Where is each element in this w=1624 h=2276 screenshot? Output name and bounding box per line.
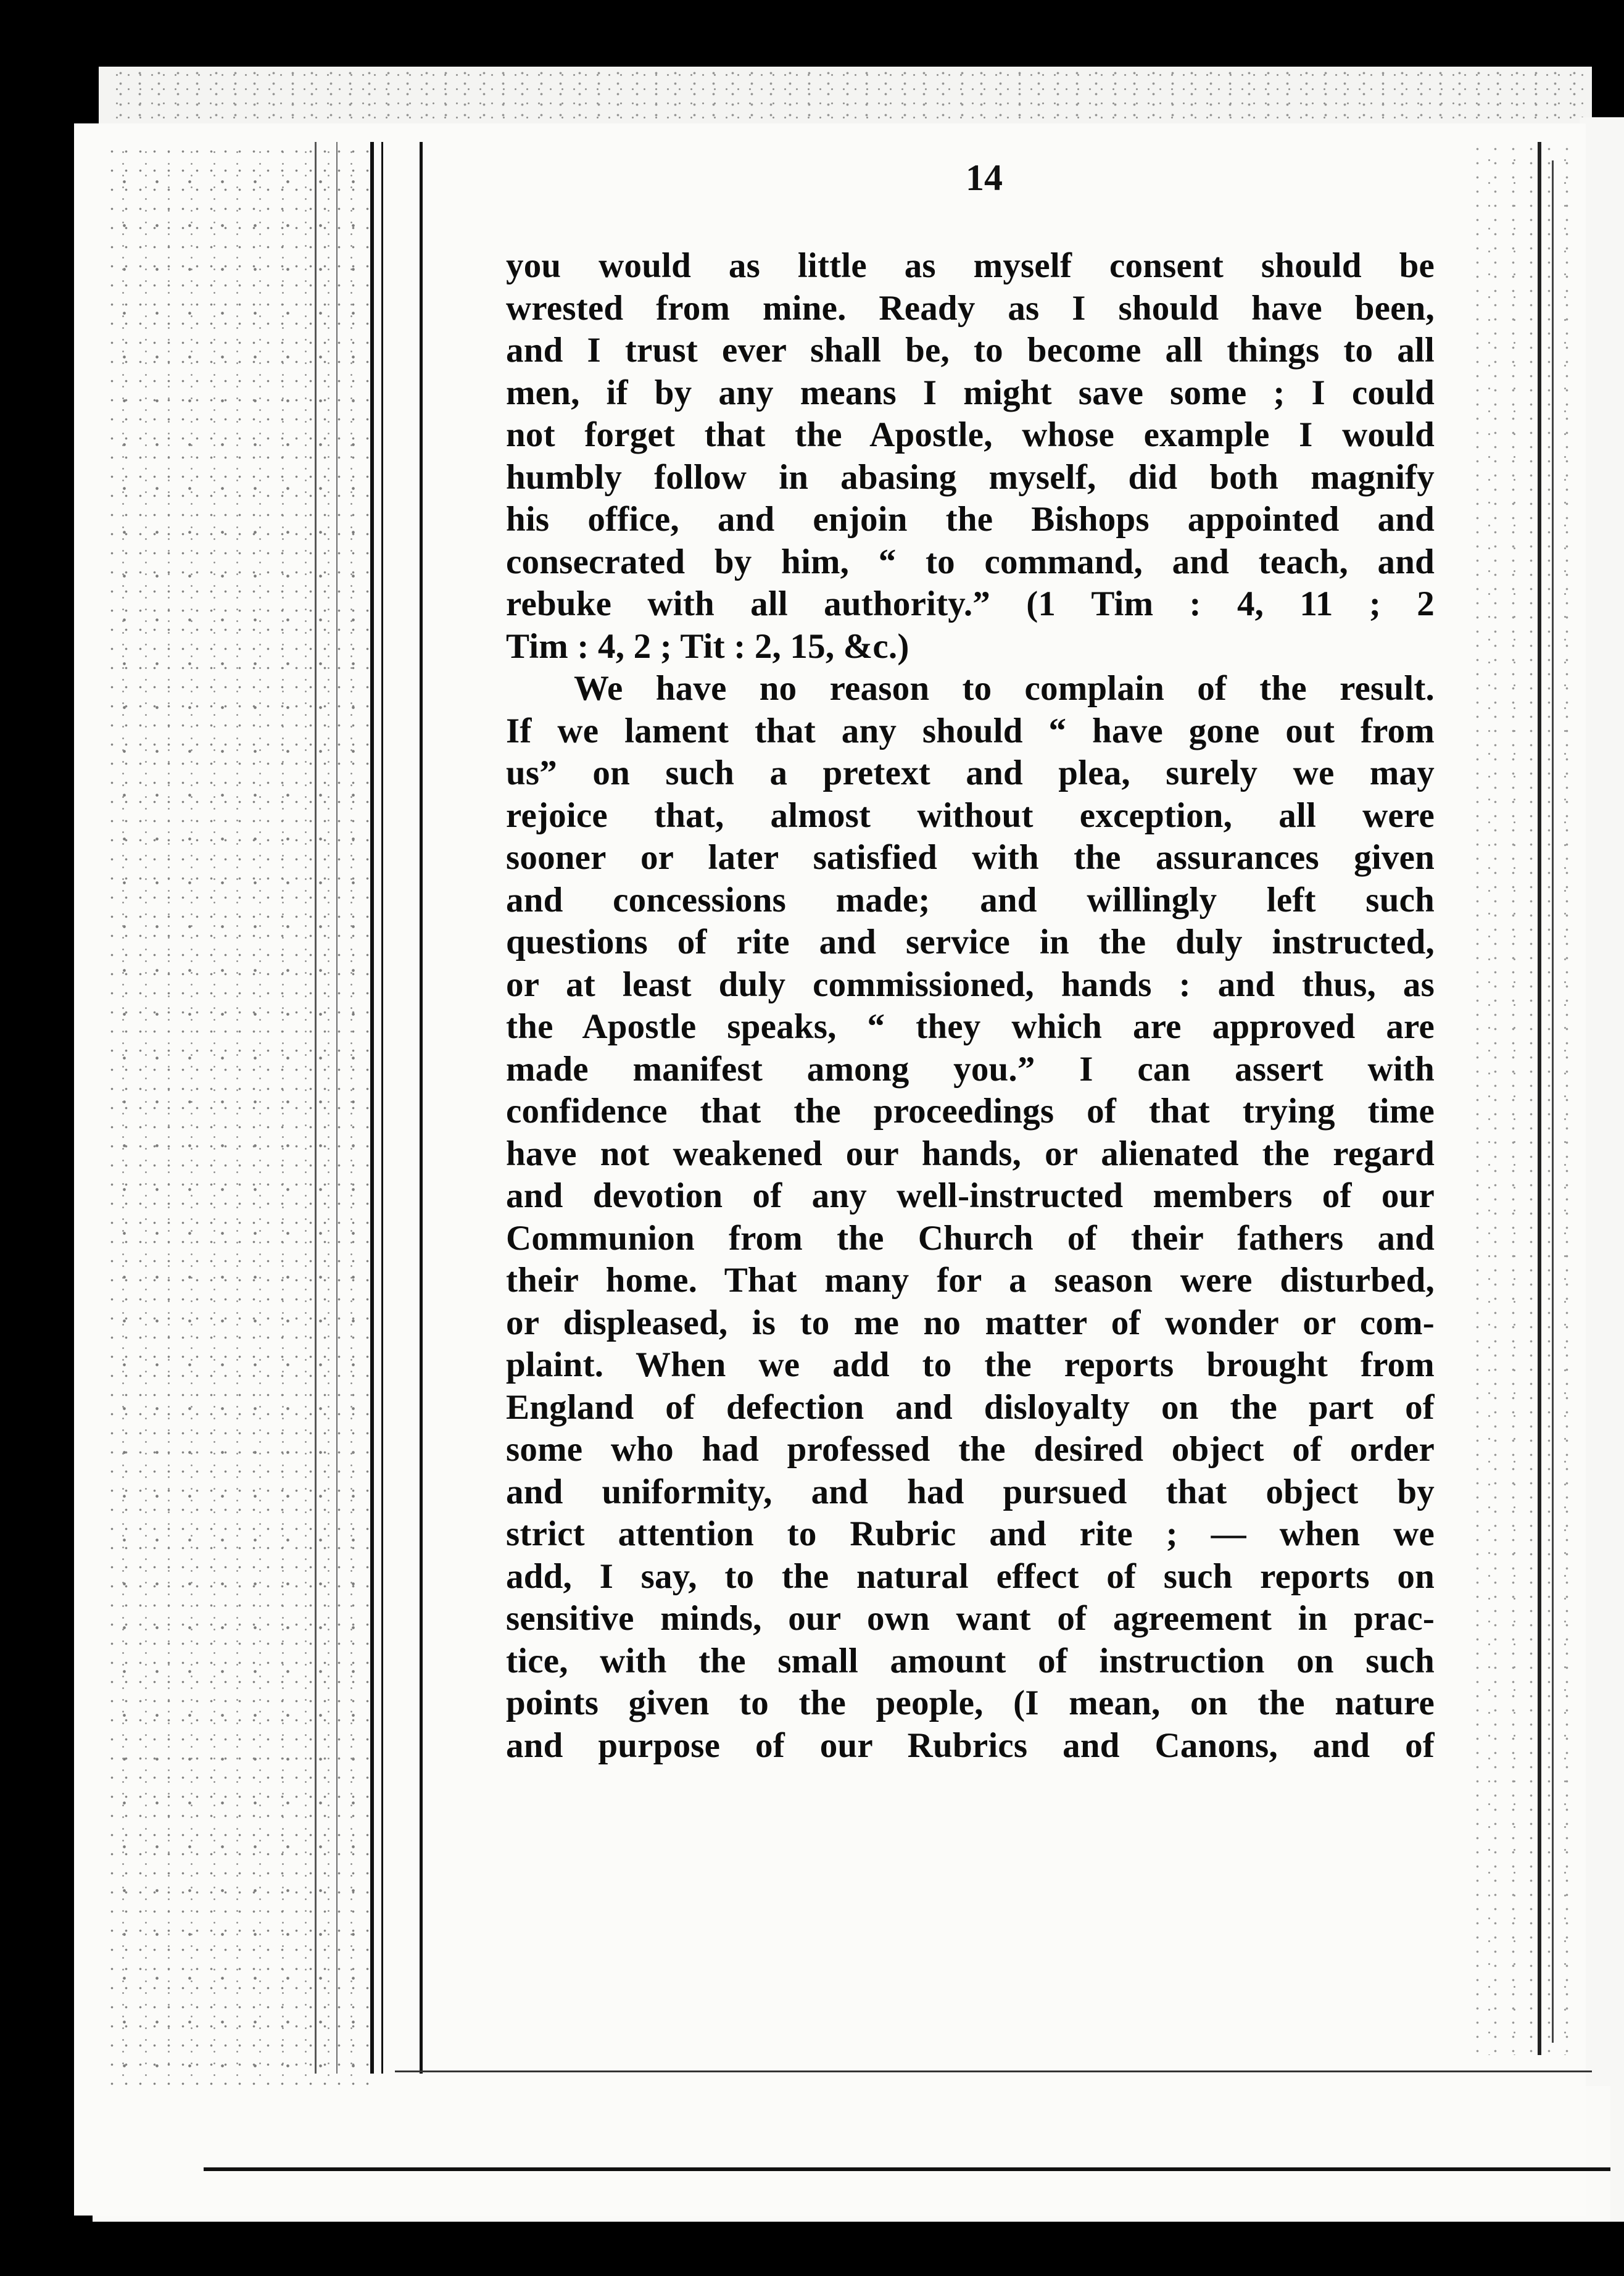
facing-page-edge (1580, 117, 1624, 2222)
text-line: England of defection and disloyalty on the part of (506, 1387, 1435, 1427)
text-line: If we lament that any should “ have gone out from (506, 711, 1435, 750)
text-line: consecrated by him, “ to command, and teach, and (506, 542, 1435, 581)
text-line: and concessions made; and willingly left such (506, 880, 1435, 920)
gutter-line (381, 142, 383, 2074)
page-number: 14 (966, 157, 1003, 198)
text-line: strict attention to Rubric and rite ; — when we (506, 1514, 1435, 1553)
text-line: sooner or later satisfied with the assurances given (506, 838, 1435, 877)
text-line: his office, and enjoin the Bishops appointed and (506, 500, 1435, 539)
gutter-line (336, 142, 338, 2074)
scan-noise-top (111, 68, 1592, 130)
text-line: made manifest among you.” I can assert with (506, 1049, 1435, 1089)
text-line: or at least duly commissioned, hands : and thus, as (506, 965, 1435, 1004)
text-line: confidence that the proceedings of that trying time (506, 1092, 1435, 1131)
text-line: wrested from mine. Ready as I should have been, (506, 288, 1435, 328)
text-line: their home. That many for a season were disturbed, (506, 1261, 1435, 1300)
text-line: and I trust ever shall be, to become all things to all (506, 331, 1435, 370)
text-line: rejoice that, almost without exception, all were (506, 795, 1435, 835)
text-line: sensitive minds, our own want of agreement in prac- (506, 1599, 1435, 1638)
text-line: questions of rite and service in the duly instructed, (506, 923, 1435, 961)
text-line: We have no reason to complain of the result. (574, 669, 1435, 708)
text-line: and devotion of any well-instructed members of our (506, 1176, 1435, 1215)
gutter-line (420, 142, 423, 2074)
page-bottom-rule (395, 2070, 1592, 2072)
text-line: Tim : 4, 2 ; Tit : 2, 15, &c.) (506, 626, 909, 666)
body-text (506, 245, 1435, 1767)
text-line: not forget that the Apostle, whose example I would (506, 415, 1435, 454)
text-line: plaint. When we add to the reports brought from (506, 1345, 1435, 1384)
text-line: add, I say, to the natural effect of such reports on (506, 1556, 1435, 1596)
gutter-line (315, 142, 317, 2074)
text-line: and purpose of our Rubrics and Canons, and of (506, 1726, 1435, 1765)
gutter-line (370, 142, 374, 2074)
page-bottom-rule (204, 2167, 1610, 2171)
text-line: Communion from the Church of their fathers and (506, 1218, 1435, 1258)
text-line: you would as little as myself consent should be (506, 246, 1435, 285)
scan-noise-right (1469, 142, 1573, 2055)
text-line: men, if by any means I might save some ; I could (506, 373, 1435, 412)
text-line: rebuke with all authority.” (1 Tim : 4, 11 ; 2 (506, 584, 1435, 623)
text-line: the Apostle speaks, “ they which are approved are (506, 1007, 1435, 1046)
text-line: tice, with the small amount of instruction on such (506, 1641, 1435, 1680)
text-line: or displeased, is to me no matter of wonder or com- (506, 1303, 1435, 1342)
page-fold-line (1538, 142, 1541, 2055)
text-line: some who had professed the desired object of order (506, 1430, 1435, 1469)
text-line: have not weakened our hands, or alienated the regard (506, 1134, 1435, 1173)
text-line: humbly follow in abasing myself, did both magnify (506, 457, 1435, 497)
text-line: and uniformity, and had pursued that object by (506, 1472, 1435, 1511)
text-line: us” on such a pretext and plea, surely we may (506, 754, 1435, 792)
scan-noise-left (105, 142, 370, 2086)
page-fold-line (1552, 160, 1554, 2043)
text-line: points given to the people, (I mean, on the nature (506, 1684, 1435, 1722)
